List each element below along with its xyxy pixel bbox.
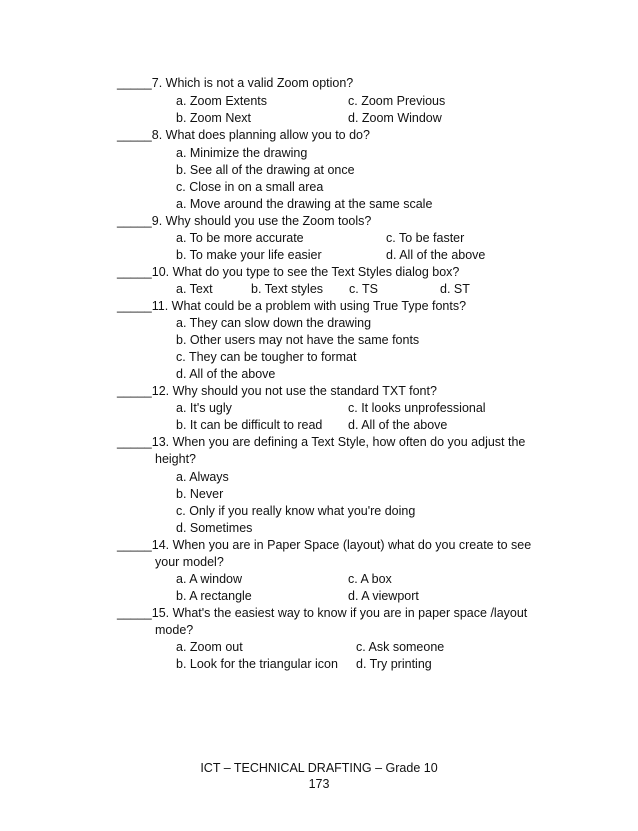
q15-option-c: c. Ask someone [356,640,445,654]
q13-option-4: d. Sometimes [176,521,253,535]
q9-option-a: a. To be more accurate [176,231,304,245]
q12-option-c: c. It looks unprofessional [348,401,486,415]
q7-option-d: d. Zoom Window [348,111,442,125]
question-10: _____10. What do you type to see the Text Styles dialog box? [117,265,460,279]
question-11: _____11. What could be a problem with using True Type fonts? [117,299,467,313]
question-12: _____12. Why should you not use the standard TXT font? [117,384,437,398]
question-9: _____9. Why should you use the Zoom tools? [117,214,372,228]
q10-option-a: a. Text [176,282,213,296]
q15-option-b: b. Look for the triangular icon [176,657,338,671]
q13-option-3: c. Only if you really know what you're doing [176,504,416,518]
question-7: _____7. Which is not a valid Zoom option? [117,76,354,90]
q8-option-4: a. Move around the drawing at the same scale [176,197,433,211]
q9-option-c: c. To be faster [386,231,465,245]
q14-option-c: c. A box [348,572,392,586]
page-number: 173 [308,777,330,791]
footer-title: ICT – TECHNICAL DRAFTING – Grade 10 [200,761,438,775]
q9-option-d: d. All of the above [386,248,486,262]
q10-option-b: b. Text styles [251,282,324,296]
q8-option-1: a. Minimize the drawing [176,146,308,160]
question-15-continued: mode? [155,623,194,637]
q13-option-2: b. Never [176,487,224,501]
q12-option-b: b. It can be difficult to read [176,418,323,432]
question-14-continued: your model? [155,555,224,569]
question-14: _____14. When you are in Paper Space (layout) what do you create to see [117,538,532,552]
q10-option-c: c. TS [349,282,378,296]
q15-option-a: a. Zoom out [176,640,243,654]
q11-option-1: a. They can slow down the drawing [176,316,372,330]
question-13: _____13. When you are defining a Text Style, how often do you adjust the [117,435,526,449]
question-8: _____8. What does planning allow you to do? [117,128,370,142]
q10-option-d: d. ST [440,282,470,296]
q12-option-a: a. It's ugly [176,401,232,415]
q11-option-2: b. Other users may not have the same fonts [176,333,420,347]
q7-option-b: b. Zoom Next [176,111,252,125]
question-13-continued: height? [155,452,197,466]
q14-option-b: b. A rectangle [176,589,252,603]
question-15: _____15. What's the easiest way to know if you are in paper space /layout [117,606,528,620]
q9-option-b: b. To make your life easier [176,248,322,262]
q7-option-c: c. Zoom Previous [348,94,446,108]
q12-option-d: d. All of the above [348,418,448,432]
q14-option-a: a. A window [176,572,243,586]
q8-option-2: b. See all of the drawing at once [176,163,355,177]
q11-option-3: c. They can be tougher to format [176,350,357,364]
q7-option-a: a. Zoom Extents [176,94,268,108]
q11-option-4: d. All of the above [176,367,276,381]
q14-option-d: d. A viewport [348,589,419,603]
q8-option-3: c. Close in on a small area [176,180,324,194]
q15-option-d: d. Try printing [356,657,432,671]
q13-option-1: a. Always [176,470,229,484]
